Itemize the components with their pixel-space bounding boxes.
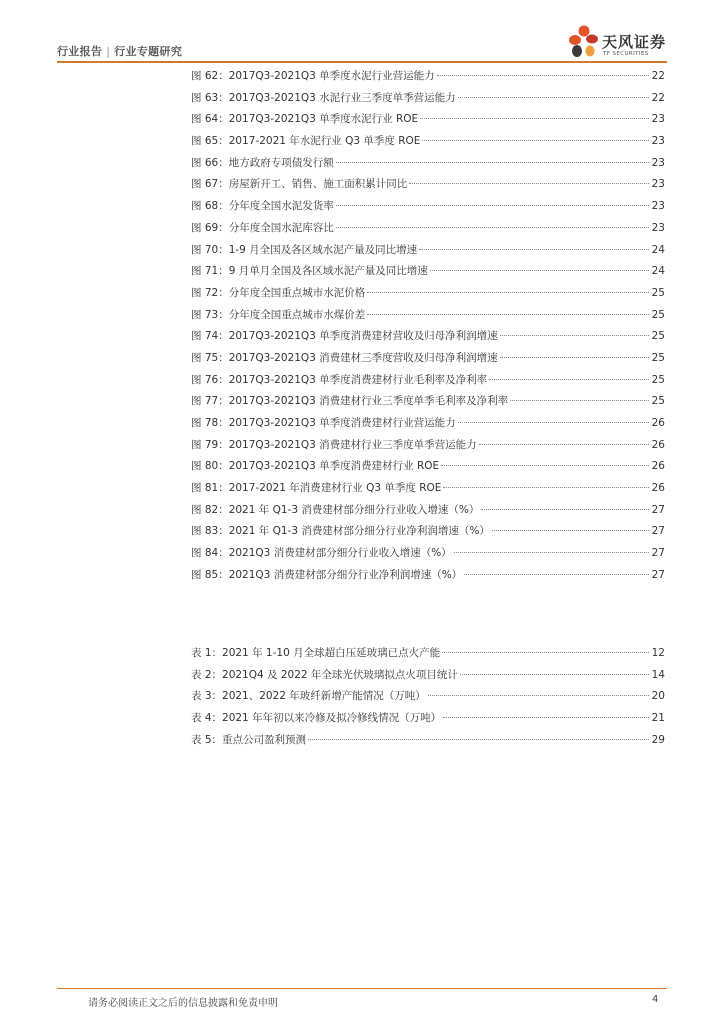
toc-entry-page: 25 [651, 395, 665, 408]
toc-entry-title: 图 69：分年度全国水泥库容比 [191, 221, 334, 234]
figure-list-item[interactable] [191, 545, 665, 567]
toc-entry-title: 图 81：2017-2021 年消费建材行业 Q3 单季度 ROE [191, 482, 442, 495]
toc-entry-title: 图 76：2017Q3-2021Q3 单季度消费建材行业毛利率及净利率 [191, 373, 488, 386]
toc-entry-page: 27 [651, 503, 665, 516]
dot-leader [428, 695, 649, 696]
toc-entry-title: 图 78：2017Q3-2021Q3 单季度消费建材行业营运能力 [191, 417, 456, 429]
dot-leader [437, 75, 649, 76]
toc-entry-title: 表 5：重点公司盈利预测 [191, 733, 307, 746]
figure-list-item[interactable] [191, 68, 665, 90]
dot-leader [489, 379, 649, 380]
toc-entry-title: 表 3：2021、2022 年玻纤新增产能情况（万吨） [191, 690, 426, 703]
dot-leader [510, 400, 649, 401]
logo-chinese-name: 天风证券 [602, 33, 667, 51]
dot-leader [500, 357, 649, 358]
dot-leader [454, 552, 649, 553]
toc-entry-title: 图 73：分年度全国重点城市水煤价差 [191, 308, 366, 321]
table-list-item[interactable] [191, 710, 665, 732]
toc-entry-title: 图 83：2021 年 Q1-3 消费建材部分细分行业净利润增速（%） [191, 525, 490, 538]
toc-entry-title: 图 77：2017Q3-2021Q3 消费建材行业三季度单季毛利率及净利率 [191, 395, 509, 408]
figure-list-item[interactable] [191, 458, 665, 480]
figure-list-item[interactable] [191, 176, 665, 198]
dot-leader [464, 574, 649, 575]
toc-entry-page: 23 [651, 221, 665, 234]
toc-entry-page: 24 [651, 265, 665, 278]
figure-list-item[interactable] [191, 328, 665, 350]
footer-divider [57, 988, 667, 989]
figure-list-item[interactable] [191, 242, 665, 264]
dot-leader [442, 652, 649, 653]
toc-entry-page: 26 [651, 460, 665, 473]
dot-leader [492, 530, 649, 531]
toc-entry-page: 14 [651, 668, 665, 681]
dot-leader [443, 717, 649, 718]
toc-entry-title: 图 70：1-9 月全国及各区域水泥产量及同比增速 [191, 243, 418, 256]
dot-leader [479, 444, 649, 445]
dot-leader [419, 249, 649, 250]
toc-entry-page: 23 [651, 135, 665, 148]
toc-entry-page: 25 [651, 330, 665, 343]
toc-entry-title: 图 79：2017Q3-2021Q3 消费建材行业三季度单季营运能力 [191, 438, 477, 451]
toc-entry-page: 27 [651, 568, 665, 581]
dot-leader [441, 465, 649, 466]
figure-list-item[interactable] [191, 90, 665, 112]
toc-entry-page: 25 [651, 308, 665, 321]
toc-entry-page: 22 [651, 91, 665, 104]
report-category [57, 43, 182, 59]
figure-list-item[interactable] [191, 415, 665, 437]
toc-entry-title: 图 75：2017Q3-2021Q3 消费建材三季度营收及归母净利润增速 [191, 351, 498, 364]
toc-entry-page: 12 [651, 647, 665, 659]
report-type-label: 行业报告 [57, 45, 103, 58]
figure-list-item[interactable] [191, 220, 665, 242]
figure-list-item[interactable] [191, 480, 665, 502]
logo-english-name: TF SECURITIES [603, 51, 649, 57]
figure-list-item[interactable] [191, 285, 665, 307]
tf-flower-logo-icon [566, 24, 602, 64]
toc-entry-page: 26 [651, 438, 665, 451]
toc-entry-page: 25 [651, 351, 665, 364]
toc-entry-title: 表 1：2021 年 1-10 月全球超白压延玻璃已点火产能 [191, 647, 441, 659]
toc-entry-title: 图 63：2017Q3-2021Q3 水泥行业三季度单季营运能力 [191, 91, 456, 104]
toc-entry-title: 图 84：2021Q3 消费建材部分细分行业收入增速（%） [191, 547, 452, 560]
company-logo [566, 24, 676, 64]
dot-leader [409, 183, 649, 184]
toc-entry-page: 25 [651, 373, 665, 386]
figure-list [191, 68, 665, 589]
toc-entry-title: 图 66：地方政府专项债发行额 [191, 156, 334, 169]
figure-list-item[interactable] [191, 155, 665, 177]
toc-entry-page: 29 [651, 733, 665, 746]
dot-leader [367, 314, 649, 315]
dot-leader [458, 422, 649, 423]
header-divider [57, 61, 667, 63]
header-separator: | [106, 45, 111, 58]
toc-entry-title: 图 64：2017Q3-2021Q3 单季度水泥行业 ROE [191, 113, 419, 126]
toc-entry-title: 表 2：2021Q4 及 2022 年全球光伏玻璃拟点火项目统计 [191, 668, 458, 681]
toc-entry-title: 图 67：房屋新开工、销售、施工面积累计同比 [191, 178, 408, 191]
toc-entry-page: 23 [651, 113, 665, 126]
dot-leader [458, 97, 649, 98]
dot-leader [308, 739, 649, 740]
figure-list-item[interactable] [191, 393, 665, 415]
toc-entry-title: 表 4：2021 年年初以来冷修及拟冷修线情况（万吨） [191, 712, 442, 725]
toc-entry-page: 24 [651, 243, 665, 256]
toc-entry-page: 27 [651, 525, 665, 538]
toc-entry-page: 26 [651, 482, 665, 495]
figure-list-item[interactable] [191, 502, 665, 524]
figure-list-item[interactable] [191, 567, 665, 589]
toc-entry-page: 21 [651, 712, 665, 725]
figure-list-item[interactable] [191, 372, 665, 394]
table-list-item[interactable] [191, 732, 665, 754]
toc-entry-title: 图 62：2017Q3-2021Q3 单季度水泥行业营运能力 [191, 70, 435, 82]
toc-entry-title: 图 82：2021 年 Q1-3 消费建材部分细分行业收入增速（%） [191, 503, 480, 516]
toc-entry-page: 20 [651, 690, 665, 703]
figure-list-item[interactable] [191, 111, 665, 133]
figure-list-item[interactable] [191, 263, 665, 285]
disclaimer-text: 请务必阅读正文之后的信息披露和免责申明 [88, 998, 278, 1009]
dot-leader [336, 205, 649, 206]
dot-leader [422, 140, 649, 141]
figure-list-item[interactable] [191, 133, 665, 155]
toc-entry-page: 26 [651, 417, 665, 429]
table-list [191, 645, 665, 753]
toc-entry-title: 图 71：9 月单月全国及各区域水泥产量及同比增速 [191, 265, 428, 278]
dot-leader [430, 270, 649, 271]
dot-leader [443, 487, 649, 488]
toc-entry-page: 22 [651, 70, 665, 82]
figure-list-item[interactable] [191, 307, 665, 329]
dot-leader [336, 162, 649, 163]
table-list-item[interactable] [191, 688, 665, 710]
figure-list-item[interactable] [191, 437, 665, 459]
figure-list-item[interactable] [191, 198, 665, 220]
dot-leader [336, 227, 649, 228]
toc-entry-title: 图 85：2021Q3 消费建材部分细分行业净利润增速（%） [191, 568, 463, 581]
report-subtype-label: 行业专题研究 [114, 45, 183, 58]
figure-list-item[interactable] [191, 523, 665, 545]
dot-leader [420, 118, 649, 119]
dot-leader [460, 674, 649, 675]
page-number: 4 [652, 994, 659, 1005]
table-list-item[interactable] [191, 645, 665, 667]
toc-entry-page: 23 [651, 178, 665, 191]
toc-entry-page: 27 [651, 547, 665, 560]
toc-entry-title: 图 74：2017Q3-2021Q3 单季度消费建材营收及归母净利润增速 [191, 330, 498, 343]
toc-entry-page: 23 [651, 200, 665, 213]
toc-entry-page: 25 [651, 286, 665, 299]
toc-entry-title: 图 65：2017-2021 年水泥行业 Q3 单季度 ROE [191, 135, 421, 148]
table-list-item[interactable] [191, 667, 665, 689]
toc-entry-page: 23 [651, 156, 665, 169]
figure-list-item[interactable] [191, 350, 665, 372]
dot-leader [500, 335, 649, 336]
dot-leader [481, 509, 649, 510]
toc-entry-title: 图 68：分年度全国水泥发货率 [191, 200, 334, 213]
toc-entry-title: 图 80：2017Q3-2021Q3 单季度消费建材行业 ROE [191, 460, 440, 473]
toc-entry-title: 图 72：分年度全国重点城市水泥价格 [191, 286, 366, 299]
dot-leader [367, 292, 649, 293]
